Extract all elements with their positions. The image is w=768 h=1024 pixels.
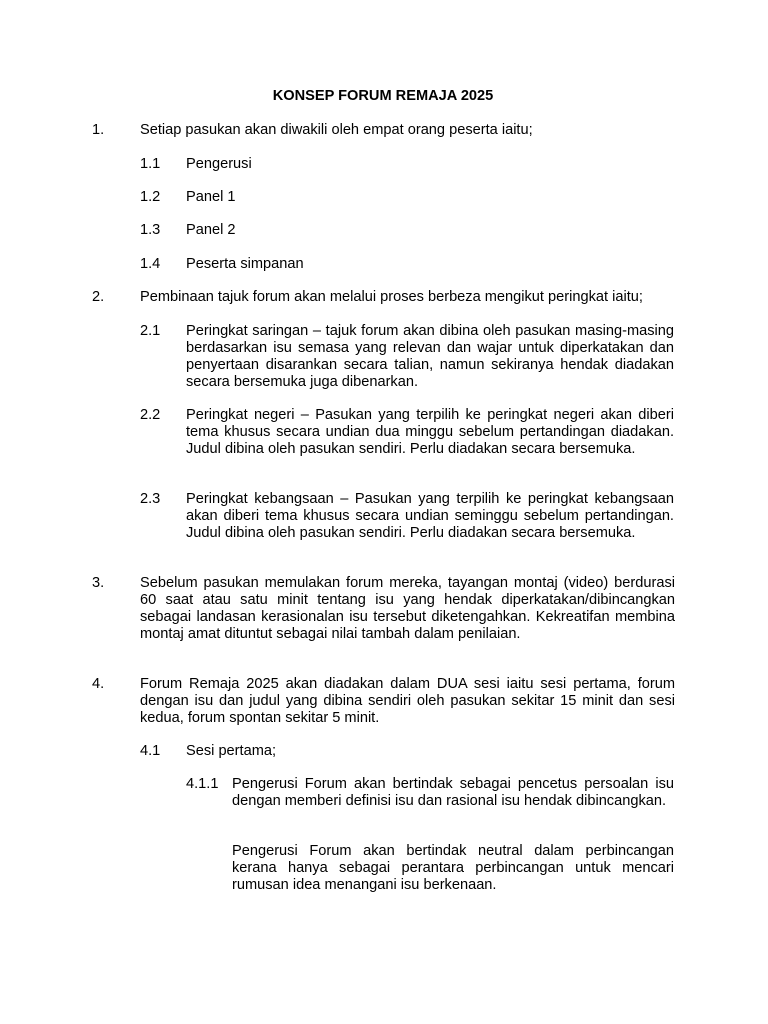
section-text: Pembinaan tajuk forum akan melalui proses berbeza mengikut peringkat iaitu; (140, 289, 643, 305)
subsection-text: Peringkat saringan – tajuk forum akan dibina oleh pasukan masing-masing berdasarkan isu semasa yang relevan dan wajar untuk diperkatakan dan penyertaan disarankan secara talian, namun sekiranya hendak diadakan secara bersemuka juga dibenarkan. (186, 323, 674, 390)
subsection-number: 1.4 (140, 256, 161, 272)
subsection-text: Peserta simpanan (186, 256, 304, 272)
subsection-number: 1.3 (140, 222, 161, 238)
section-text: Sebelum pasukan memulakan forum mereka, tayangan montaj (video) berdurasi 60 saat atau satu minit tentang isu yang hendak diperkatakan/dibincangkan sebagai landasan kerasionalan isu tersebut diketengahkan. Kekreatifan membina montaj amat dituntut sebagai nilai tambah dalam penilaian. (140, 575, 675, 642)
section-number: 3. (92, 575, 105, 591)
sub-subsection-text: Pengerusi Forum akan bertindak neutral dalam perbincangan kerana hanya sebagai perantara perbincangan untuk mencari rumusan idea menangani isu berkenaan. (232, 843, 674, 893)
section-number: 2. (92, 289, 105, 305)
subsection-number: 2.2 (140, 407, 161, 423)
subsection-number: 1.2 (140, 189, 161, 205)
subsection-text: Panel 1 (186, 189, 236, 205)
sub-subsection-text: Pengerusi Forum akan bertindak sebagai pencetus persoalan isu dengan memberi definisi isu dan rasional isu hendak dibincangkan. (232, 776, 674, 809)
subsection-text: Pengerusi (186, 156, 252, 172)
section-number: 4. (92, 676, 105, 692)
subsection-number: 1.1 (140, 156, 161, 172)
section-text: Forum Remaja 2025 akan diadakan dalam DUA sesi iaitu sesi pertama, forum dengan isu dan judul yang dibina sendiri oleh pasukan sekitar 15 minit dan sesi kedua, forum spontan sekitar 5 minit. (140, 676, 675, 726)
subsection-number: 2.1 (140, 323, 161, 339)
subsection-number: 2.3 (140, 491, 161, 507)
subsection-text: Panel 2 (186, 222, 236, 238)
section-text: Setiap pasukan akan diwakili oleh empat orang peserta iaitu; (140, 122, 533, 138)
subsection-text: Peringkat negeri – Pasukan yang terpilih ke peringkat negeri akan diberi tema khusus secara undian dua minggu sebelum pertandingan diadakan. Judul dibina oleh pasukan sendiri. Perlu diadakan secara bersemuka. (186, 407, 674, 457)
section-number: 1. (92, 122, 105, 138)
subsection-text: Sesi pertama; (186, 743, 277, 759)
subsection-text: Peringkat kebangsaan – Pasukan yang terpilih ke peringkat kebangsaan akan diberi tema khusus secara undian seminggu sebelum pertandingan. Judul dibina oleh pasukan sendiri. Perlu diadakan secara bersemuka. (186, 491, 674, 541)
document-title: KONSEP FORUM REMAJA 2025 (272, 88, 494, 104)
subsection-number: 4.1 (140, 743, 161, 759)
sub-subsection-number: 4.1.1 (186, 776, 219, 792)
